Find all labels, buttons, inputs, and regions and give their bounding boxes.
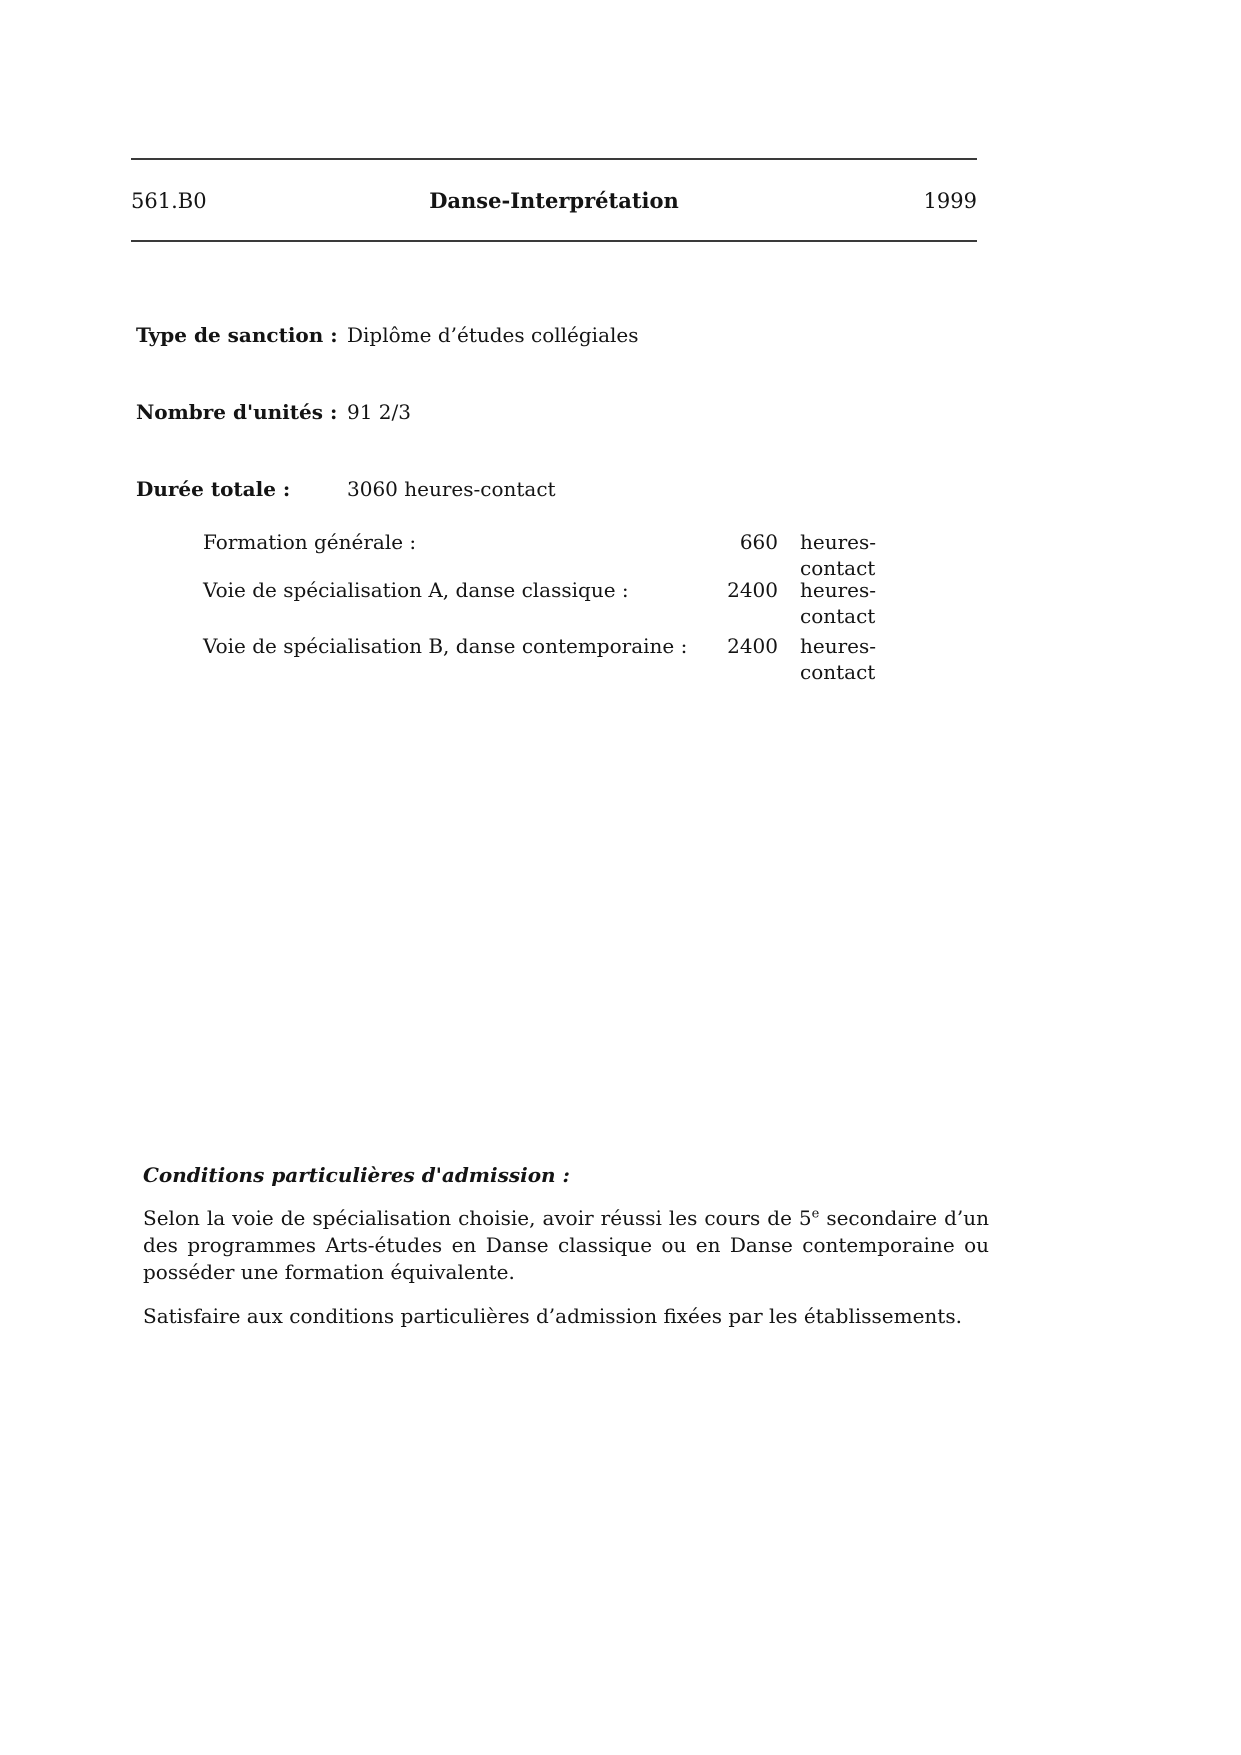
admission-paragraph-1 [143, 1205, 989, 1286]
admission-conditions-heading: Conditions particulières d'admission : [143, 1163, 570, 1187]
breakdown-row-formation-generale [203, 529, 933, 581]
field-value: 91 2/3 [347, 400, 411, 424]
breakdown-label: Formation générale : [203, 530, 417, 554]
breakdown-label: Voie de spécialisation A, danse classique : [203, 578, 629, 602]
breakdown-hours: 2400 [727, 578, 778, 602]
program-title: Danse-Interprétation [429, 188, 679, 213]
breakdown-unit: heures-contact [800, 530, 877, 580]
field-label: Type de sanction : [136, 323, 338, 347]
field-duree-totale [136, 476, 996, 502]
breakdown-unit: heures-contact [800, 634, 877, 684]
breakdown-hours: 2400 [727, 634, 778, 658]
breakdown-label: Voie de spécialisation B, danse contemporaine : [203, 634, 688, 658]
admission-paragraph-2: Satisfaire aux conditions particulières d’admission fixées par les établissements. [143, 1304, 962, 1328]
field-label: Nombre d'unités : [136, 400, 338, 424]
header-rule-top [131, 158, 977, 160]
document-header [131, 188, 977, 213]
admission-paragraph-1-before-sup: Selon la voie de spécialisation choisie, avoir réussi les cours de 5 [143, 1206, 812, 1230]
breakdown-row-voie-b [203, 633, 933, 685]
admission-paragraph-1-after-sup: secondaire d’un des programmes Arts-études en Danse classique ou en Danse contemporaine ou posséder une formation équivalente. [143, 1206, 989, 1284]
program-code: 561.B0 [131, 189, 207, 213]
breakdown-unit: heures-contact [800, 578, 877, 628]
program-year: 1999 [923, 189, 977, 213]
field-value: Diplôme d’études collégiales [347, 323, 639, 347]
field-label: Durée totale : [136, 477, 291, 501]
field-value: 3060 heures-contact [347, 477, 556, 501]
header-rule-bottom [131, 240, 977, 242]
breakdown-row-voie-a [203, 577, 933, 629]
breakdown-hours: 660 [739, 530, 778, 554]
field-type-de-sanction [136, 322, 996, 348]
field-nombre-unites [136, 399, 996, 425]
admission-paragraph-1-superscript: e [811, 1206, 820, 1222]
